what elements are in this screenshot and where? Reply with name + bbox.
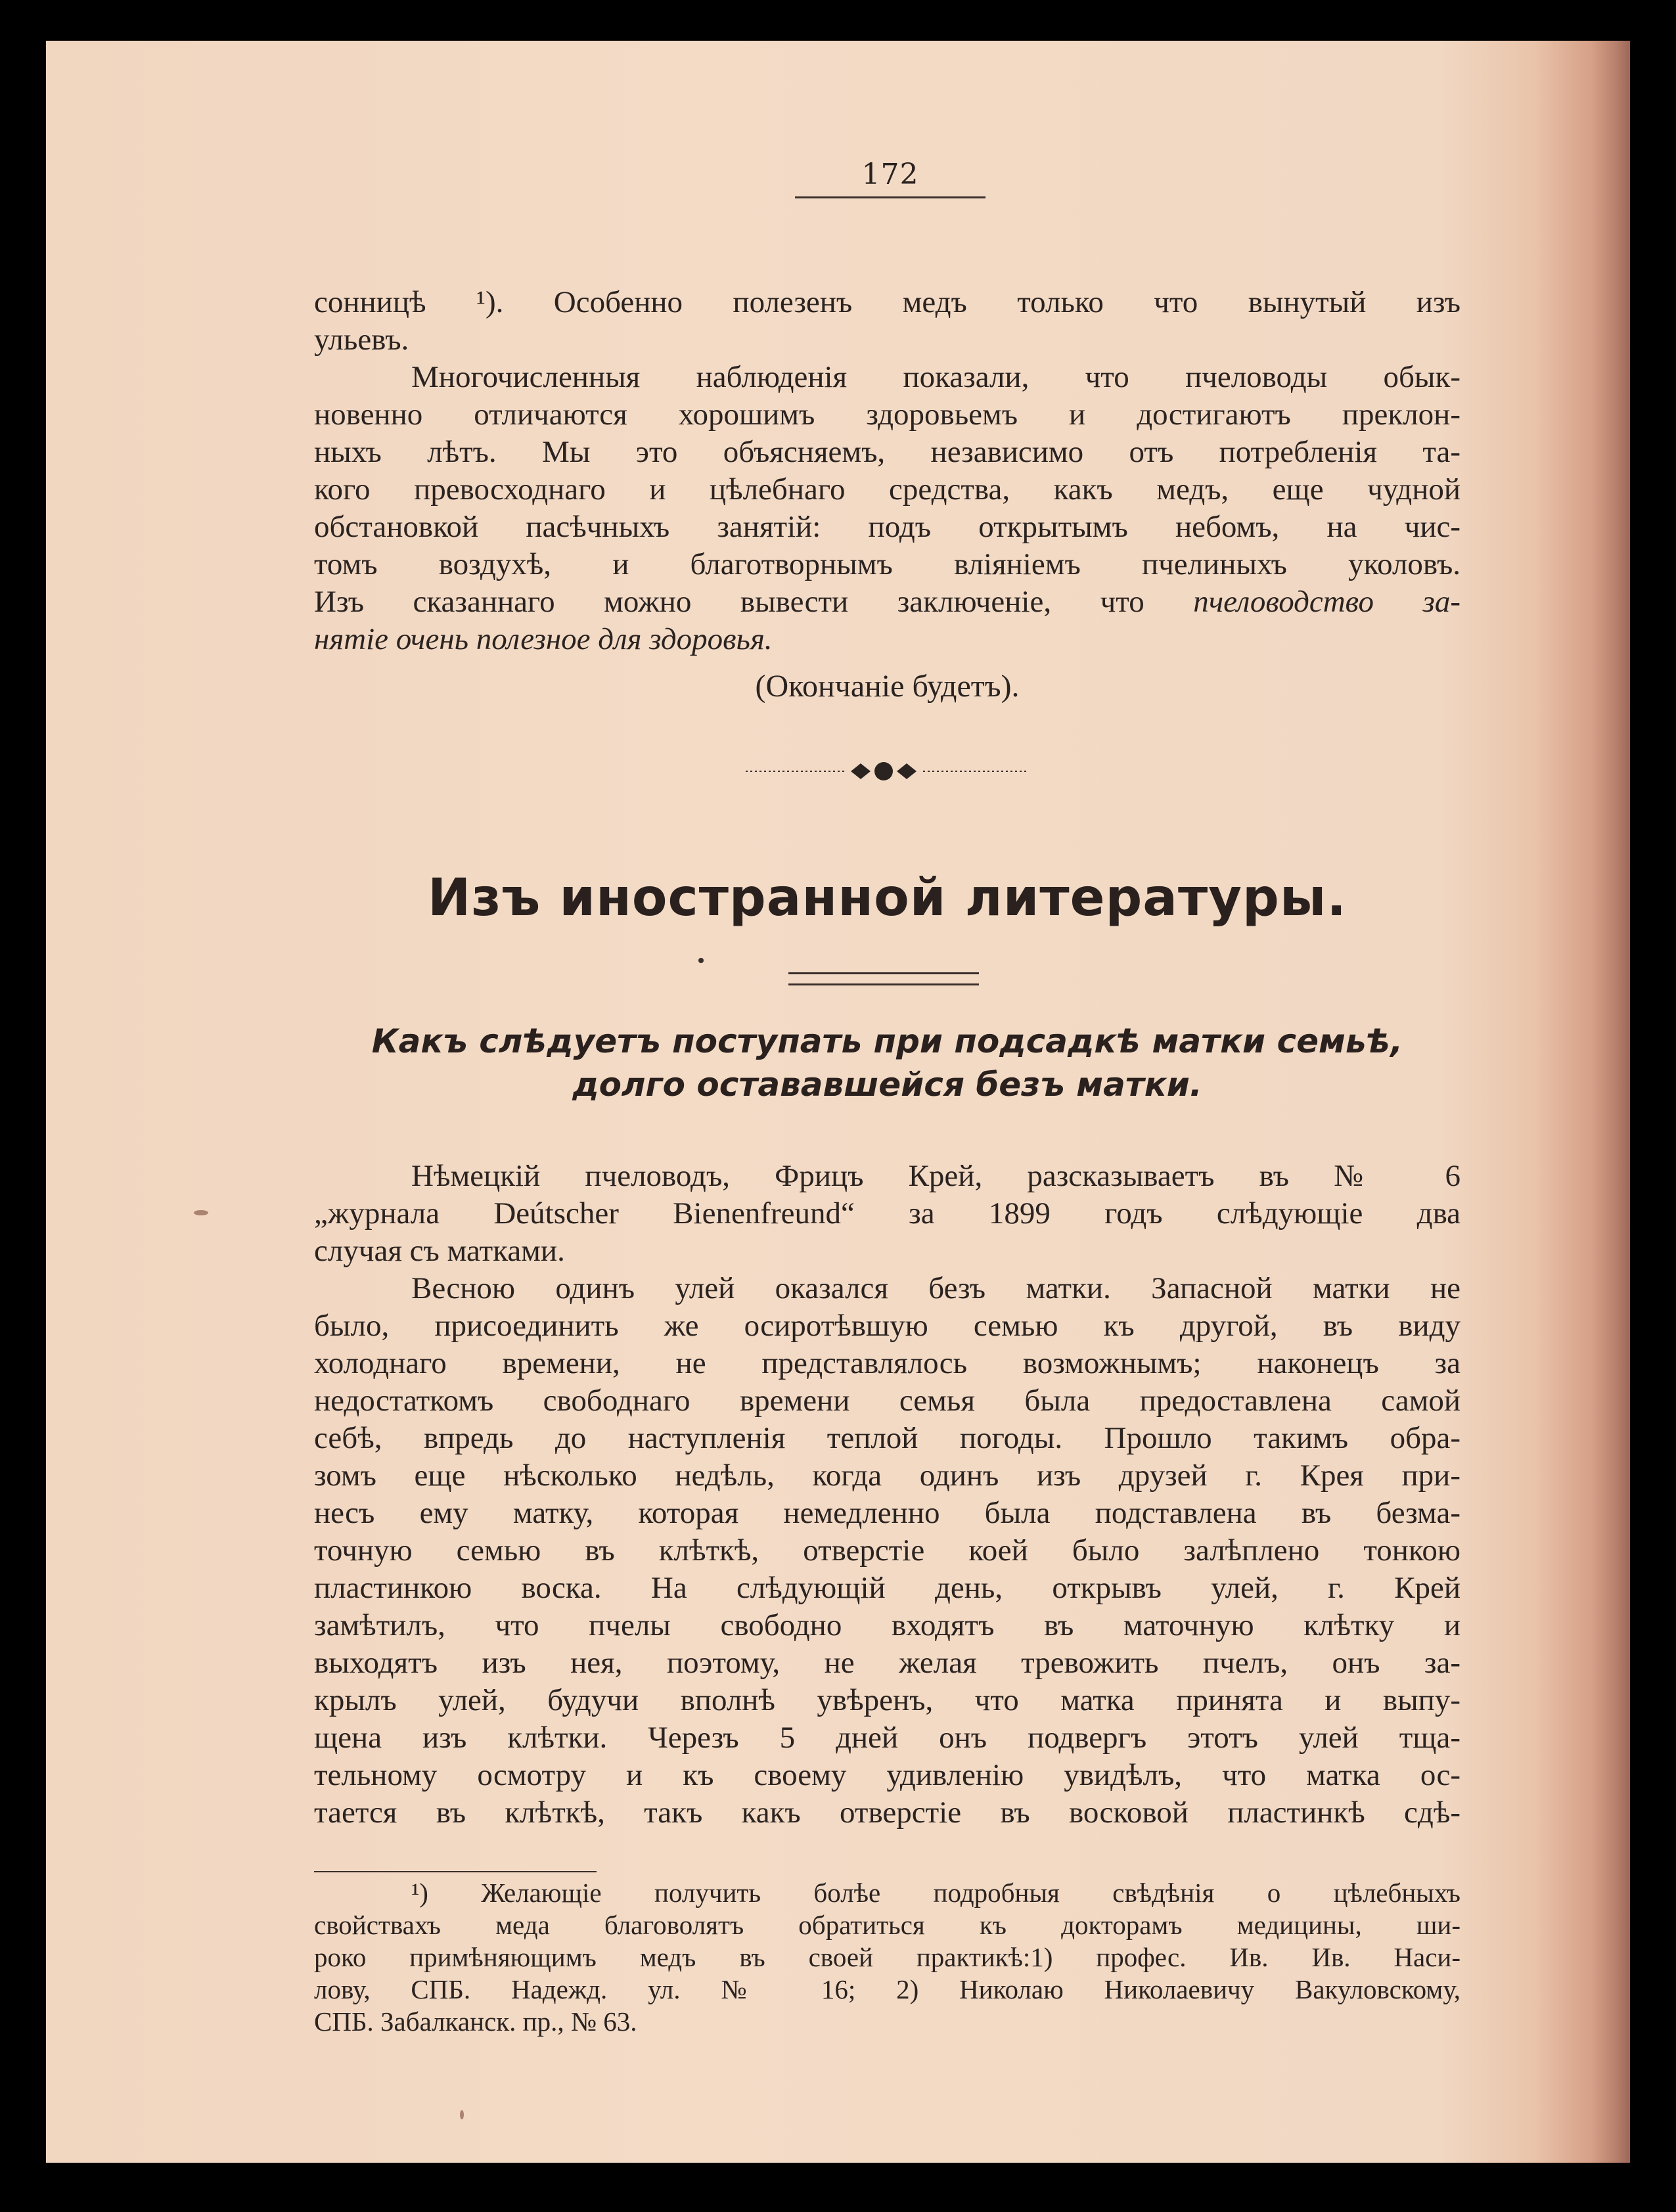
footnote (314, 1877, 1461, 2038)
text-line-emphasis: нятіе очень полезное для здоровья. (314, 622, 773, 656)
text-line: ульевъ. (314, 323, 409, 357)
text-line: холоднаго времени, не представлялось возможнымъ; наконецъ за (314, 1346, 1461, 1380)
text-line: новенно отличаются хорошимъ здоровьемъ и достигаютъ преклон- (314, 397, 1461, 432)
continuation-note (314, 668, 1461, 704)
ending-note-text: (Окончаніе будетъ). (755, 669, 1020, 704)
text-line: кого превосходнаго и цѣлебнаго средства, какъ медъ, еще чудной (314, 472, 1461, 507)
text-line: обстановкой пасѣчныхъ занятій: подъ открытымъ небомъ, на чис- (314, 510, 1461, 544)
paper-speck (194, 1210, 208, 1215)
footnote-line: ¹) Желающіе получить болѣе подробныя свѣдѣнія о цѣлебныхъ (411, 1878, 1461, 1908)
text-line: себѣ, впредь до наступленія теплой погоды. Прошло такимъ обра- (314, 1421, 1461, 1455)
text-line: выходятъ изъ нея, поэтому, не желая тревожить пчелъ, онъ за- (314, 1646, 1461, 1680)
article-title-line: долго остававшейся безъ матки. (572, 1066, 1202, 1104)
text-line: было, присоединить же осиротѣвшую семью къ другой, въ виду (314, 1309, 1461, 1343)
text-line: ныхъ лѣтъ. Мы это объясняемъ, независимо отъ потребленія та- (314, 435, 1461, 469)
text-line: Весною одинъ улей оказался безъ матки. Запасной матки не (411, 1271, 1461, 1305)
text-line: тельному осмотру и къ своему удивленію увидѣлъ, что матка ос- (314, 1758, 1461, 1792)
text-line: Многочисленныя наблюденія показали, что пчеловоды обык- (411, 360, 1461, 394)
text-line: несъ ему матку, которая немедленно была подставлена въ безма- (314, 1496, 1461, 1530)
text-line: крылъ улей, будучи вполнѣ увѣренъ, что матка принята и выпу- (314, 1683, 1461, 1717)
intro-text-block (314, 284, 1461, 658)
page-gutter-shadow (1591, 41, 1630, 2163)
conclusion-start: Изъ сказаннаго можно вывести заключеніе, что (314, 585, 1194, 619)
article-body (314, 1158, 1461, 1832)
footnote-line: СПБ. Забалканск. пр., № 63. (314, 2006, 637, 2037)
ornament-diamond-right (897, 763, 917, 779)
book-page (46, 41, 1630, 2163)
stray-dot (698, 958, 704, 963)
text-line: замѣтилъ, что пчелы свободно входятъ въ маточную клѣтку и (314, 1608, 1461, 1642)
text-line: сонницѣ ¹). Особенно полезенъ медъ только что вынутый изъ (314, 285, 1461, 319)
page-header (795, 158, 985, 198)
paper-speck (460, 2110, 464, 2119)
text-line: пластинкою воска. На слѣдующій день, открывъ улей, г. Крей (314, 1571, 1461, 1605)
footnote-line: свойствахъ меда благоволятъ обратиться къ докторамъ медицины, ши- (314, 1910, 1461, 1940)
header-rule (795, 196, 985, 198)
conclusion-emphasis: пчеловодство за- (1193, 585, 1461, 619)
heading-double-rule (788, 972, 979, 985)
page-number: 172 (861, 158, 919, 191)
text-line: щена изъ клѣтки. Черезъ 5 дней онъ подвергъ этотъ улей тща- (314, 1721, 1461, 1755)
text-line: „журнала Deútscher Bienenfreund“ за 1899 годъ слѣдующіе два (314, 1196, 1461, 1230)
ornament-diamond-left (851, 763, 871, 779)
text-line: томъ воздухѣ, и благотворнымъ вліяніемъ пчелиныхъ уколовъ. (314, 547, 1461, 581)
text-line-conclusion (314, 583, 1461, 621)
ornament-center-dot (874, 762, 893, 780)
footnote-line: роко примѣняющимъ медъ въ своей практикѣ:1) профес. Ив. Ив. Наси- (314, 1942, 1461, 1972)
text-line: тается въ клѣткѣ, такъ какъ отверстіе въ восковой пластинкѣ сдѣ- (314, 1795, 1461, 1830)
text-line: зомъ еще нѣсколько недѣль, когда одинъ изъ друзей г. Крея при- (314, 1458, 1461, 1493)
footnote-line: лову, СПБ. Надежд. ул. № 16; 2) Николаю Николаевичу Вакуловскому, (314, 1974, 1461, 2004)
text-line: Нѣмецкій пчеловодъ, Фрицъ Крей, разсказываетъ въ № 6 (411, 1159, 1461, 1193)
article-title-line: Какъ слѣдуетъ поступать при подсадкѣ матки семьѣ, (371, 1022, 1403, 1060)
text-line: недостаткомъ свободнаго времени семья была предоставлена самой (314, 1384, 1461, 1418)
ornament-divider (746, 758, 1028, 784)
text-line: точную семью въ клѣткѣ, отверстіе коей было залѣплено тонкою (314, 1533, 1461, 1568)
section-heading: Изъ иностранной литературы. (427, 869, 1347, 928)
footnote-rule (314, 1871, 597, 1872)
text-line: случая съ матками. (314, 1234, 565, 1268)
article-title (314, 1020, 1461, 1106)
